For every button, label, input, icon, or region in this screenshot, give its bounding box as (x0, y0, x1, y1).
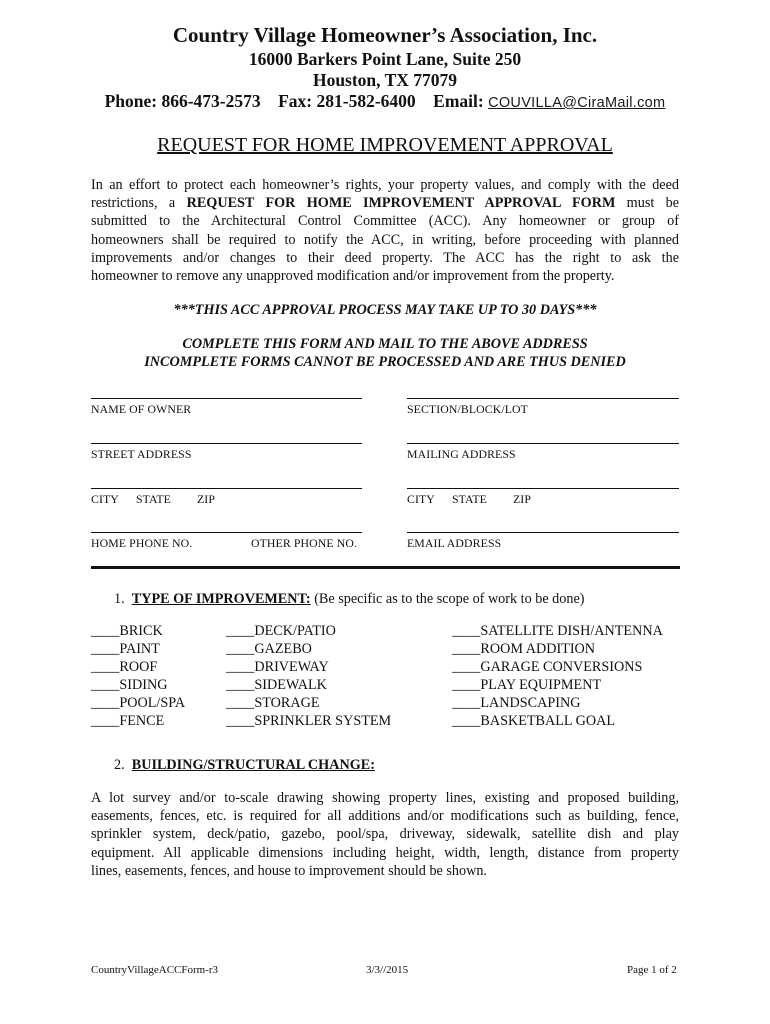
improvement-option[interactable] (91, 712, 185, 730)
improvement-column-1 (91, 622, 185, 730)
checkbox-blank[interactable]: ____ (91, 659, 120, 675)
contact-line (0, 91, 770, 112)
state-label: STATE (452, 492, 487, 506)
section-2-number: 2. (114, 757, 125, 773)
city-state-zip-line-left[interactable] (91, 488, 362, 489)
intro-line: homeowners shall be required to notify the ACC, in writing, before proceeding with planned (91, 231, 679, 248)
improvement-option-label: GARAGE CONVERSIONS (480, 659, 643, 675)
improvement-option-label: ROOM ADDITION (480, 641, 596, 657)
incomplete-warning: INCOMPLETE FORMS CANNOT BE PROCESSED AND ARE THUS DENIED (144, 354, 626, 370)
improvement-option-label: PAINT (119, 641, 160, 657)
home-phone-label: HOME PHONE NO. (91, 536, 193, 550)
section-2-line: equipment. All applicable dimensions including height, width, length, distance from property (91, 844, 679, 861)
improvement-option-label: ROOF (119, 659, 158, 675)
mailing-address-label: MAILING ADDRESS (407, 447, 516, 461)
email-address-label: EMAIL ADDRESS (407, 536, 502, 550)
improvement-option[interactable] (91, 694, 185, 712)
other-phone-label: OTHER PHONE NO. (251, 536, 358, 550)
checkbox-blank[interactable]: ____ (452, 641, 481, 657)
org-name: Country Village Homeowner’s Association, Inc. (172, 23, 598, 47)
checkbox-blank[interactable]: ____ (226, 641, 255, 657)
checkbox-blank[interactable]: ____ (91, 713, 120, 729)
intro-line: homeowner to remove any unapproved modification and/or improvement from the property. (91, 267, 615, 284)
email-link[interactable]: COUVILLA@CiraMail.com (488, 95, 666, 111)
section-1-title: TYPE OF IMPROVEMENT: (131, 591, 311, 607)
improvement-column-2 (226, 622, 391, 730)
address-line-1: 16000 Barkers Point Lane, Suite 250 (248, 49, 522, 69)
checkbox-blank[interactable]: ____ (452, 695, 481, 711)
section-block-lot-label: SECTION/BLOCK/LOT (407, 402, 528, 416)
section-block-lot-line[interactable] (407, 398, 679, 399)
improvement-option[interactable] (226, 694, 391, 712)
state-label: STATE (136, 492, 171, 506)
improvement-option-label: SPRINKLER SYSTEM (254, 713, 392, 729)
section-2-line: sprinkler system, deck/patio, gazebo, pool/spa, driveway, sidewalk, satellite dish and play (91, 826, 679, 843)
form-name-emphasis: REQUEST FOR HOME IMPROVEMENT APPROVAL FORM (186, 195, 616, 212)
improvement-option-label: POOL/SPA (119, 695, 186, 711)
checkbox-blank[interactable]: ____ (452, 713, 481, 729)
section-2-title: BUILDING/STRUCTURAL CHANGE: (131, 757, 375, 773)
section-2-line: lines, easements, fences, and house to improvement should be shown. (91, 862, 487, 879)
improvement-option-label: BRICK (119, 623, 163, 639)
improvement-option[interactable] (452, 658, 663, 676)
street-address-line[interactable] (91, 443, 362, 444)
zip-label: ZIP (513, 492, 531, 506)
checkbox-blank[interactable]: ____ (226, 677, 255, 693)
checkbox-blank[interactable]: ____ (226, 695, 255, 711)
checkbox-blank[interactable]: ____ (226, 623, 255, 639)
checkbox-blank[interactable]: ____ (91, 677, 120, 693)
improvement-option[interactable] (226, 640, 391, 658)
section-1-heading (114, 591, 584, 608)
improvement-option-label: SATELLITE DISH/ANTENNA (480, 623, 663, 639)
phone-line[interactable] (91, 532, 362, 533)
checkbox-blank[interactable]: ____ (226, 659, 255, 675)
improvement-option-label: SIDEWALK (254, 677, 327, 693)
footer-form-id: CountryVillageACCForm-r3 (91, 964, 219, 976)
improvement-option[interactable] (226, 676, 391, 694)
improvement-option[interactable] (452, 622, 663, 640)
checkbox-blank[interactable]: ____ (91, 641, 120, 657)
name-of-owner-label: NAME OF OWNER (91, 402, 192, 416)
improvement-option[interactable] (226, 622, 391, 640)
city-label: CITY (91, 492, 119, 506)
section-2-heading (114, 757, 375, 774)
zip-label: ZIP (197, 492, 215, 506)
improvement-option[interactable] (226, 712, 391, 730)
improvement-option[interactable] (452, 694, 663, 712)
improvement-option-label: SIDING (119, 677, 168, 693)
intro-line: restrictions, a REQUEST FOR HOME IMPROVEMENT APPROVAL FORM must be (91, 195, 680, 212)
checkbox-blank[interactable]: ____ (226, 713, 255, 729)
city-label: CITY (407, 492, 435, 506)
street-address-label: STREET ADDRESS (91, 447, 192, 461)
city-state-zip-line-right[interactable] (407, 488, 679, 489)
section-divider (91, 566, 680, 569)
improvement-option-label: FENCE (119, 713, 165, 729)
improvement-option[interactable] (226, 658, 391, 676)
checkbox-blank[interactable]: ____ (452, 623, 481, 639)
improvement-option[interactable] (452, 712, 663, 730)
improvement-option-label: GAZEBO (254, 641, 312, 657)
approval-time-notice: ***THIS ACC APPROVAL PROCESS MAY TAKE UP TO 30 DAYS*** (173, 302, 597, 318)
footer-page-number: Page 1 of 2 (627, 964, 677, 976)
form-title: REQUEST FOR HOME IMPROVEMENT APPROVAL (157, 134, 613, 156)
improvement-option[interactable] (91, 676, 185, 694)
mail-instruction: COMPLETE THIS FORM AND MAIL TO THE ABOVE ADDRESS (182, 336, 588, 352)
improvement-column-3 (452, 622, 663, 730)
improvement-option[interactable] (452, 640, 663, 658)
checkbox-blank[interactable]: ____ (452, 659, 481, 675)
intro-line: In an effort to protect each homeowner’s rights, your property values, and comply with the deed (91, 177, 679, 193)
intro-line: submitted to the Architectural Control Committee (ACC). Any homeowner or group of (91, 213, 679, 230)
improvement-option-label: DRIVEWAY (254, 659, 329, 675)
improvement-option[interactable] (91, 622, 185, 640)
name-of-owner-line[interactable] (91, 398, 362, 399)
section-2-line: easements, fences, etc. is required for all additions and/or modifications such as building, fence, (91, 808, 679, 825)
contact-prefix: Phone: 866-473-2573 Fax: 281-582-6400 Email: (104, 91, 489, 111)
footer-date: 3/3//2015 (366, 964, 409, 976)
improvement-option-label: LANDSCAPING (480, 695, 581, 711)
intro-paragraph (91, 176, 679, 285)
improvement-option[interactable] (452, 676, 663, 694)
email-address-line[interactable] (407, 532, 679, 533)
improvement-option-label: STORAGE (254, 695, 320, 711)
improvement-option-label: PLAY EQUIPMENT (480, 677, 602, 693)
checkbox-blank[interactable]: ____ (91, 623, 120, 639)
improvement-option-label: DECK/PATIO (254, 623, 336, 639)
checkbox-blank[interactable]: ____ (452, 677, 481, 693)
section-1-number: 1. (114, 591, 125, 607)
checkbox-blank[interactable]: ____ (91, 695, 120, 711)
address-line-2: Houston, TX 77079 (312, 70, 458, 90)
improvement-option-label: BASKETBALL GOAL (480, 713, 616, 729)
improvement-option[interactable] (91, 640, 185, 658)
section-2-line: A lot survey and/or to-scale drawing showing property lines, existing and proposed building, (91, 790, 679, 806)
section-2-paragraph (91, 789, 679, 880)
intro-line: improvements and/or changes to their deed property. The ACC has the right to ask the (91, 249, 679, 266)
improvement-option[interactable] (91, 658, 185, 676)
mailing-address-line[interactable] (407, 443, 679, 444)
section-1-subtitle: (Be specific as to the scope of work to be done) (310, 591, 585, 607)
